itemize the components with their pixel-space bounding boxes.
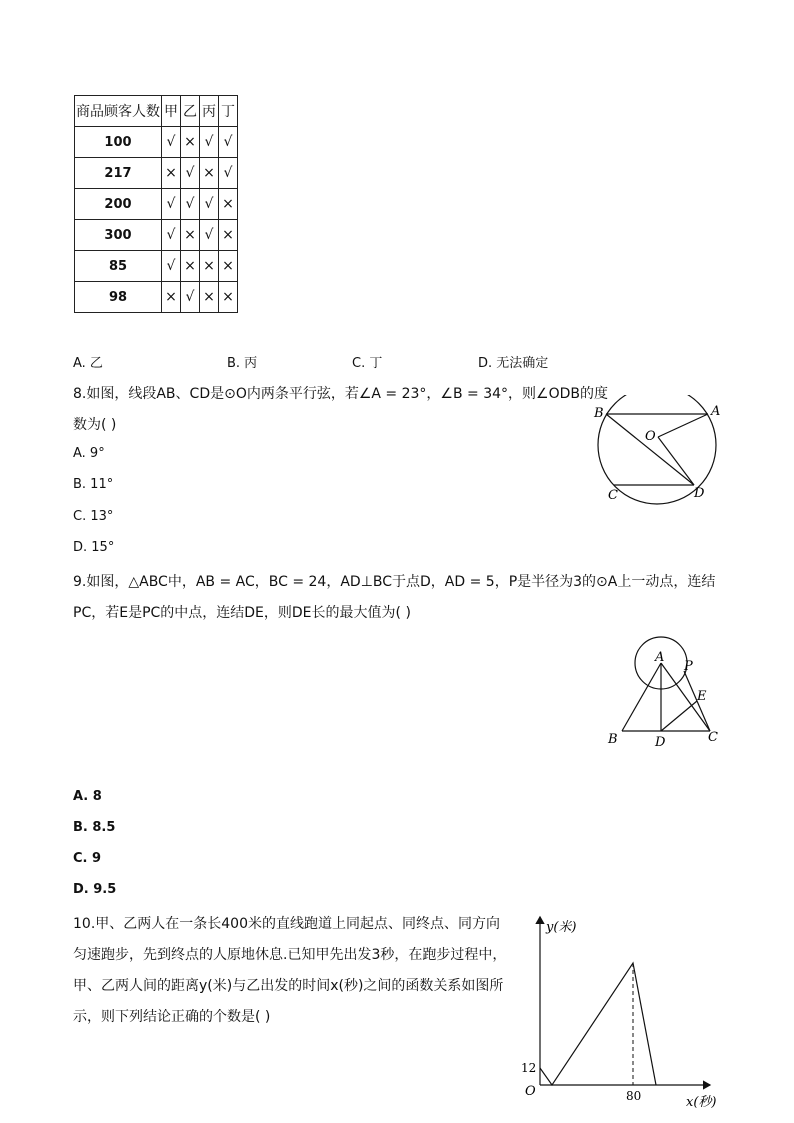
q8-option-b: B. 11° [73, 477, 114, 492]
table-header-row [75, 96, 238, 127]
customer-count: 100 [75, 127, 162, 158]
purchase-mark: √ [200, 189, 219, 220]
q9-label-p: P [684, 659, 693, 674]
q7-option-d: D. 无法确定 [478, 356, 549, 371]
q9-option-b: B. 8.5 [73, 820, 116, 835]
purchase-mark: √ [219, 158, 238, 189]
q8-label-b: B [594, 406, 604, 421]
purchase-mark: × [200, 282, 219, 313]
q8-question-line2: 数为( ) [73, 417, 117, 433]
purchase-mark: √ [181, 158, 200, 189]
q9-label-c: C [708, 730, 718, 745]
q8-label-d: D [694, 486, 705, 501]
purchase-mark: × [219, 251, 238, 282]
purchase-mark: × [181, 251, 200, 282]
q7-option-b: B. 丙 [227, 356, 258, 371]
q10-question-line4: 示，则下列结论正确的个数是( ) [73, 1009, 271, 1025]
header-product: 丁 [219, 96, 238, 127]
q10-question-line3: 甲、乙两人间的距离y(米)与乙出发的时间x(秒)之间的函数关系如图所 [73, 978, 504, 994]
header-customers: 商品顾客人数 [75, 96, 162, 127]
x-axis-label: x(秒) [686, 1095, 717, 1110]
q9-label-d: D [655, 735, 666, 750]
purchase-mark: √ [162, 251, 181, 282]
purchase-mark: × [181, 127, 200, 158]
purchase-mark: √ [200, 127, 219, 158]
q9-option-d: D. 9.5 [73, 882, 117, 897]
table-row [75, 189, 238, 220]
q9-label-b: B [608, 732, 618, 747]
q9-option-a: A. 8 [73, 789, 102, 804]
q10-question-line1: 10.甲、乙两人在一条长400米的直线跑道上同起点、同终点、同方向 [73, 916, 500, 932]
header-product: 丙 [200, 96, 219, 127]
header-product: 乙 [181, 96, 200, 127]
y-axis-label: y(米) [546, 920, 577, 935]
table-row [75, 158, 238, 189]
q9-question-line1: 9.如图，△ABC中，AB = AC，BC = 24，AD⊥BC于点D，AD = 5，P是半径为3的⊙A上一动点，连结 [73, 574, 716, 590]
x-tick-80: 80 [626, 1089, 642, 1103]
table-row [75, 251, 238, 282]
purchase-mark: √ [200, 220, 219, 251]
purchase-mark: × [181, 220, 200, 251]
q7-option-c: C. 丁 [352, 356, 383, 371]
customer-count: 300 [75, 220, 162, 251]
customer-count: 98 [75, 282, 162, 313]
q9-label-a: A [655, 650, 665, 665]
purchase-mark: √ [162, 127, 181, 158]
q8-circle-figure [588, 395, 728, 510]
purchase-mark: × [200, 158, 219, 189]
origin-label: O [525, 1084, 536, 1099]
q8-option-a: A. 9° [73, 446, 105, 461]
q9-triangle-figure [600, 633, 730, 753]
q8-label-o: O [645, 429, 656, 444]
purchase-mark: √ [181, 189, 200, 220]
table-row [75, 220, 238, 251]
purchase-mark: × [200, 251, 219, 282]
table-row [75, 127, 238, 158]
purchase-mark: × [219, 282, 238, 313]
q7-option-a: A. 乙 [73, 356, 103, 371]
q9-option-c: C. 9 [73, 851, 102, 866]
q8-question-line1: 8.如图，线段AB、CD是⊙O内两条平行弦，若∠A = 23°，∠B = 34°，则∠ODB的度 [73, 386, 608, 402]
table-row [75, 282, 238, 313]
purchase-mark: √ [181, 282, 200, 313]
q10-distance-time-graph [515, 905, 725, 1117]
purchase-mark: × [219, 220, 238, 251]
q8-option-c: C. 13° [73, 509, 114, 524]
customer-count: 217 [75, 158, 162, 189]
q8-label-c: C [608, 488, 618, 503]
q8-option-d: D. 15° [73, 540, 115, 555]
distance-curve [540, 963, 656, 1085]
purchase-mark: × [219, 189, 238, 220]
purchase-mark: √ [162, 220, 181, 251]
customer-count: 200 [75, 189, 162, 220]
purchase-mark: √ [162, 189, 181, 220]
purchase-mark: × [162, 282, 181, 313]
q8-label-a: A [711, 404, 721, 419]
q10-question-line2: 匀速跑步，先到终点的人原地休息.已知甲先出发3秒，在跑步过程中， [73, 947, 507, 963]
y-tick-12: 12 [521, 1061, 537, 1075]
header-product: 甲 [162, 96, 181, 127]
q9-question-line2: PC，若E是PC的中点，连结DE，则DE长的最大值为( ) [73, 605, 411, 621]
customer-count: 85 [75, 251, 162, 282]
q9-label-e: E [697, 689, 707, 704]
purchase-mark: × [162, 158, 181, 189]
purchase-mark: √ [219, 127, 238, 158]
survey-table [74, 95, 238, 313]
